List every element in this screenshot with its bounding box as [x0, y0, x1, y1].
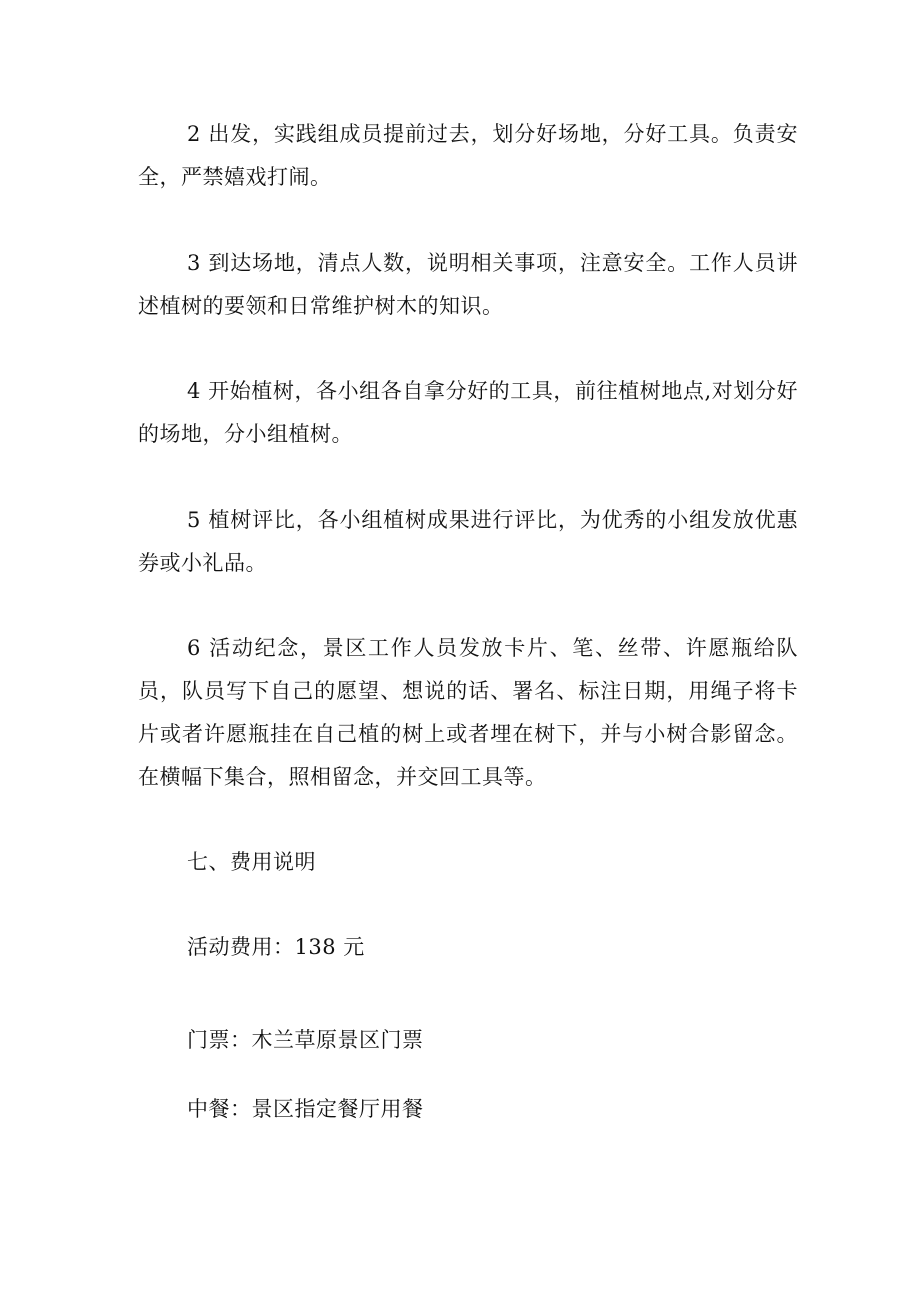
cost-line-ticket: 门票：木兰草原景区门票: [187, 1028, 424, 1052]
paragraph-step-2: 2 出发，实践组成员提前过去，划分好场地，分好工具。负责安全，严禁嬉戏打闹。: [138, 122, 798, 189]
paragraph-step-4: 4 开始植树，各小组各自拿分好的工具，前往植树地点,对划分好的场地，分小组植树。: [138, 379, 798, 446]
paragraph-step-3: 3 到达场地，清点人数，说明相关事项，注意安全。工作人员讲述植树的要领和日常维护树木的知识。: [138, 251, 798, 318]
paragraph-step-6: 6 活动纪念，景区工作人员发放卡片、笔、丝带、许愿瓶给队员，队员写下自己的愿望、想说的话、署名、标注日期，用绳子将卡片或者许愿瓶挂在自己植的树上或者埋在树下，并与小树合影留念。在横幅下集合，照相留念，并交回工具等。: [138, 636, 798, 789]
paragraph-step-5: 5 植树评比，各小组植树成果进行评比，为优秀的小组发放优惠券或小礼品。: [138, 508, 798, 575]
cost-line-lunch: 中餐：景区指定餐厅用餐: [187, 1097, 424, 1121]
section-heading-cost: 七、费用说明: [187, 850, 316, 874]
cost-line-fee: 活动费用：138 元: [187, 935, 365, 959]
